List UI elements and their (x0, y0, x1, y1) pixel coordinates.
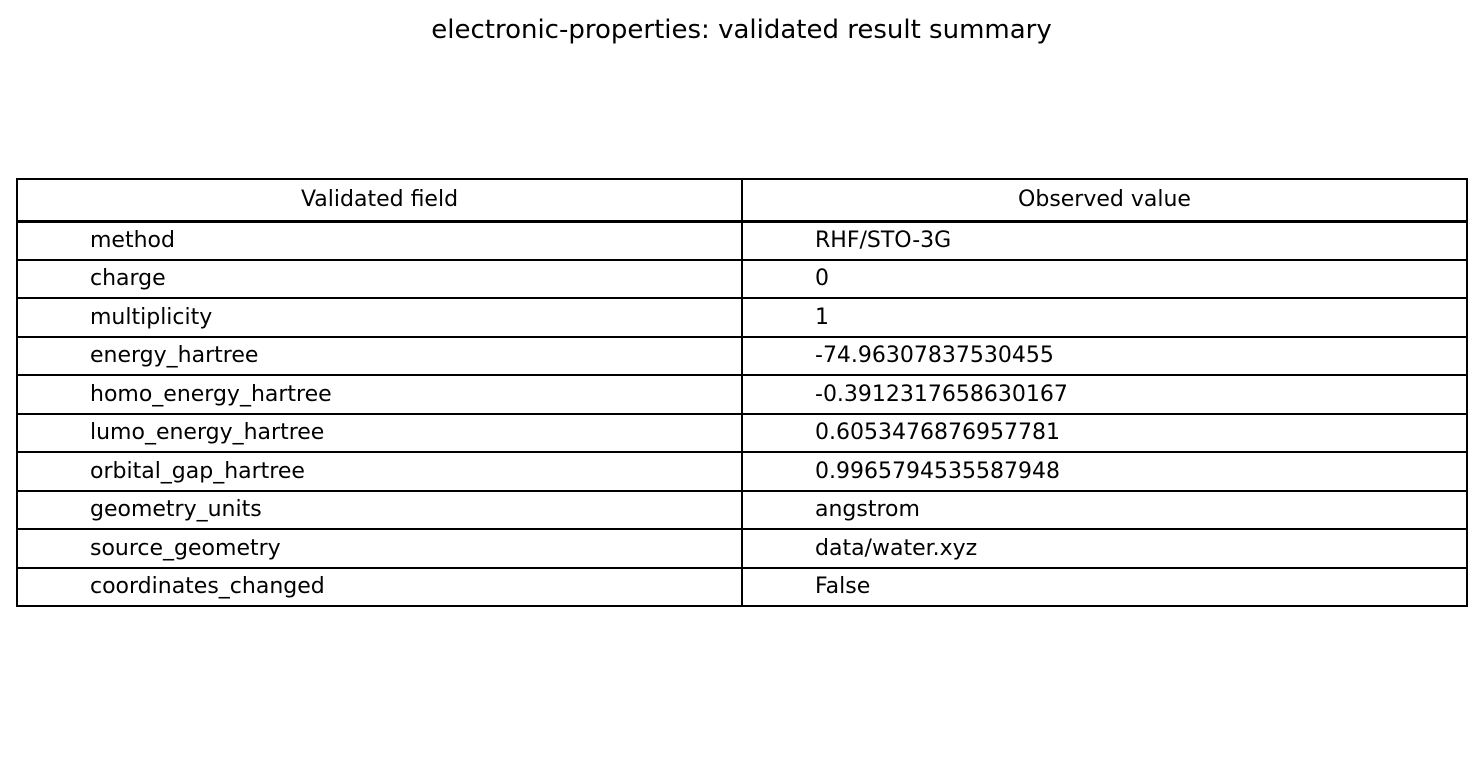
field-cell: geometry_units (17, 491, 742, 530)
table-header-row (17, 179, 1467, 221)
table-row (17, 298, 1467, 337)
value-cell: angstrom (742, 491, 1467, 530)
table-row (17, 221, 1467, 260)
table-row (17, 375, 1467, 414)
table-row (17, 568, 1467, 607)
value-cell: data/water.xyz (742, 529, 1467, 568)
value-cell: 1 (742, 298, 1467, 337)
value-cell: 0 (742, 260, 1467, 299)
field-cell: energy_hartree (17, 337, 742, 376)
table-row (17, 414, 1467, 453)
value-cell: False (742, 568, 1467, 607)
column-header-validated-field: Validated field (17, 179, 742, 221)
value-cell: 0.6053476876957781 (742, 414, 1467, 453)
chart-title: electronic-properties: validated result summary (431, 15, 1052, 45)
table-row (17, 260, 1467, 299)
table-row (17, 491, 1467, 530)
table-row (17, 529, 1467, 568)
field-cell: method (17, 221, 742, 260)
field-cell: lumo_energy_hartree (17, 414, 742, 453)
value-cell: 0.9965794535587948 (742, 452, 1467, 491)
value-cell: -74.96307837530455 (742, 337, 1467, 376)
value-cell: RHF/STO-3G (742, 221, 1467, 260)
field-cell: multiplicity (17, 298, 742, 337)
field-cell: source_geometry (17, 529, 742, 568)
field-cell: coordinates_changed (17, 568, 742, 607)
field-cell: homo_energy_hartree (17, 375, 742, 414)
value-cell: -0.3912317658630167 (742, 375, 1467, 414)
table-row (17, 452, 1467, 491)
field-cell: charge (17, 260, 742, 299)
field-cell: orbital_gap_hartree (17, 452, 742, 491)
column-header-observed-value: Observed value (742, 179, 1467, 221)
table-row (17, 337, 1467, 376)
result-summary-table (16, 178, 1468, 607)
